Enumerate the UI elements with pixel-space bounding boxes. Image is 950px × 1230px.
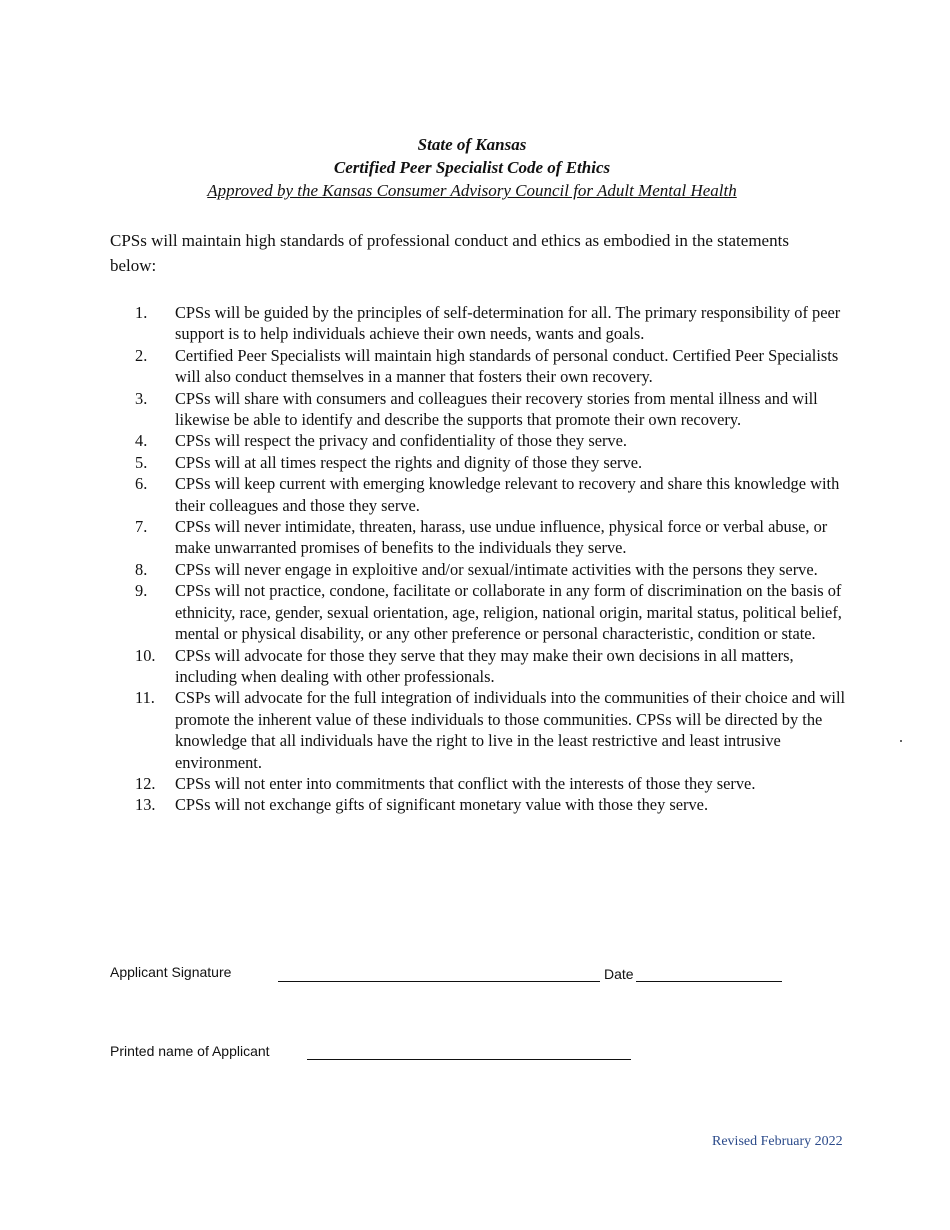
code-item [135,645,855,688]
code-item-text: CPSs will not exchange gifts of significant monetary value with those they serve. [175,795,709,815]
code-item [135,794,855,815]
code-item [135,430,855,451]
code-item-number: 13. [135,795,156,815]
code-item [135,559,855,580]
applicant-signature-line[interactable] [278,981,600,982]
code-item-number: 7. [135,517,148,537]
code-item [135,687,855,773]
state-heading: State of Kansas [417,135,527,154]
code-item [135,302,855,345]
code-item-text: Certified Peer Specialists will maintain high standards of personal conduct. Certified Peer Specialists will also conduct themselves in a manner that fosters their own recovery. [175,345,839,387]
code-of-ethics-list [135,302,855,816]
code-item-number: 2. [135,345,148,365]
code-item [135,580,855,644]
code-item-text: CPSs will at all times respect the rights and dignity of those they serve. [175,452,643,472]
code-item-number: 3. [135,388,148,408]
printed-name-line[interactable] [307,1059,631,1060]
code-item-number: 12. [135,773,156,793]
code-item [135,345,855,388]
document-title: Certified Peer Specialist Code of Ethics [333,158,611,177]
applicant-signature-label: Applicant Signature [110,964,232,980]
code-item-text: CPSs will never intimidate, threaten, harass, use undue influence, physical force or verbal abuse, or make unwarranted promises of benefits to the individuals they serve. [175,517,828,558]
code-item-text: CPSs will advocate for those they serve that they may make their own decisions in all matters, including when dealing with other professionals. [175,645,794,686]
revised-date: Revised February 2022 [712,1134,843,1149]
code-item [135,452,855,473]
code-item-number: 11. [135,688,155,708]
code-item-number: 5. [135,452,148,472]
intro-paragraph: CPSs will maintain high standards of professional conduct and ethics as embodied in the statements below: [110,231,789,275]
code-item [135,516,855,559]
printed-name-label: Printed name of Applicant [110,1043,270,1059]
code-item-number: 8. [135,559,148,579]
code-item-text: CPSs will not enter into commitments that conflict with the interests of those they serve. [175,773,756,793]
code-item-number: 6. [135,474,148,494]
code-item-text: CSPs will advocate for the full integration of individuals into the communities of their choice and will promote the inherent value of these individuals to those communities. CPSs will be directed by the knowledge that all individuals have the right to live in the least restrictive and least intrusive environment. [175,688,846,772]
code-item [135,473,855,516]
document-header [0,133,944,202]
scan-speck [900,740,902,742]
code-item-number: 10. [135,645,156,665]
code-item-text: CPSs will keep current with emerging knowledge relevant to recovery and share this knowledge with their colleagues and those they serve. [175,474,840,515]
code-item-text: CPSs will never engage in exploitive and/or sexual/intimate activities with the persons they serve. [175,559,818,579]
date-line[interactable] [636,981,782,982]
code-item-text: CPSs will share with consumers and colleagues their recovery stories from mental illness and will likewise be able to identify and describe the supports that promote their own recovery. [175,388,818,430]
approval-line: Approved by the Kansas Consumer Advisory Council for Adult Mental Health [207,181,737,200]
date-label: Date [604,966,634,982]
code-item-text: CPSs will be guided by the principles of self-determination for all. The primary responsibility of peer support is to help individuals achieve their own needs, wants and goals. [175,303,841,344]
code-item-number: 4. [135,431,148,451]
code-item [135,773,855,794]
code-item-number: 1. [135,303,148,322]
code-item [135,388,855,431]
code-item-text: CPSs will respect the privacy and confidentiality of those they serve. [175,431,627,451]
code-item-text: CPSs will not practice, condone, facilitate or collaborate in any form of discrimination on the basis of ethnicity, race, gender, sexual orientation, age, religion, national origin, marital status, political belief, mental or physical disability, or any other preference or personal characteristic, condition or state. [175,581,842,644]
code-item-number: 9. [135,581,148,601]
